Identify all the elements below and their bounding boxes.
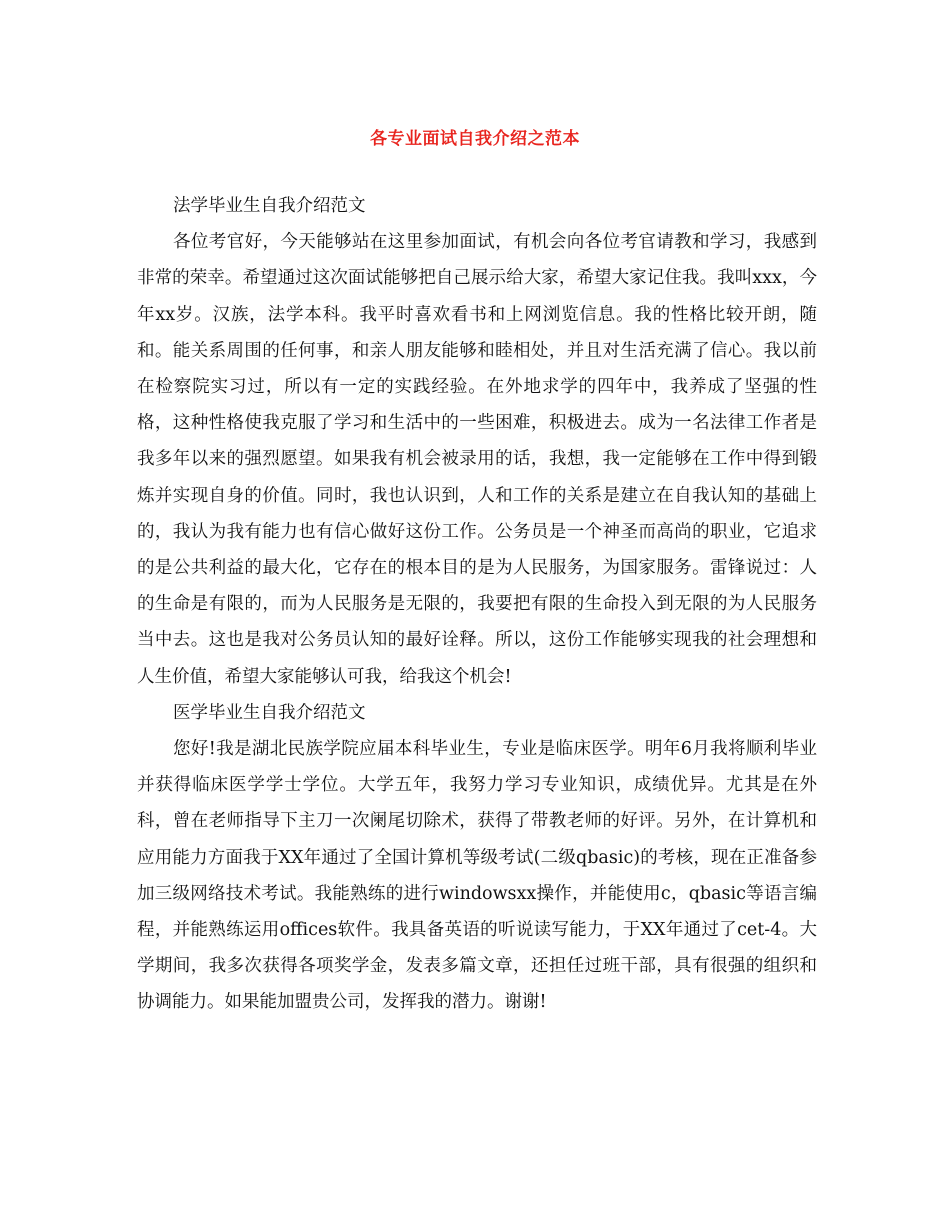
document-body (137, 188, 817, 1021)
document-title: 各专业面试自我介绍之范本 (370, 129, 580, 149)
section-paragraph-medicine: 您好!我是湖北民族学院应届本科毕业生，专业是临床医学。明年6月我将顺利毕业并获得临床医学学士学位。大学五年，我努力学习专业知识，成绩优异。尤其是在外科，曾在老师指导下主刀一次阑尾切除术，获得了带教老师的好评。另外，在计算机和应用能力方面我于XX年通过了全国计算机等级考试(二级qbasic)的考核，现在正准备参加三级网络技术考试。我能熟练的进行windowsxx操作，并能使用c，qbasic等语言编程，并能熟练运用offices软件。我具备英语的听说读写能力，于XX年通过了cet-4。大学期间，我多次获得各项奖学金，发表多篇文章，还担任过班干部，具有很强的组织和协调能力。如果能加盟贵公司，发挥我的潜力。谢谢! (137, 739, 817, 1013)
section-paragraph-law: 各位考官好，今天能够站在这里参加面试，有机会向各位考官请教和学习，我感到非常的荣幸。希望通过这次面试能够把自己展示给大家，希望大家记住我。我叫xxx，今年xx岁。汉族，法学本科。我平时喜欢看书和上网浏览信息。我的性格比较开朗，随和。能关系周围的任何事，和亲人朋友能够和睦相处，并且对生活充满了信心。我以前在检察院实习过，所以有一定的实践经验。在外地求学的四年中，我养成了坚强的性格，这种性格使我克服了学习和生活中的一些困难，积极进去。成为一名法律工作者是我多年以来的强烈愿望。如果我有机会被录用的话，我想，我一定能够在工作中得到锻炼并实现自身的价值。同时，我也认识到，人和工作的关系是建立在自我认知的基础上的，我认为我有能力也有信心做好这份工作。公务员是一个神圣而高尚的职业，它追求的是公共利益的最大化，它存在的根本目的是为人民服务，为国家服务。雷锋说过：人的生命是有限的，而为人民服务是无限的，我要把有限的生命投入到无限的为人民服务当中去。这也是我对公务员认知的最好诠释。所以，这份工作能够实现我的社会理想和人生价值，希望大家能够认可我，给我这个机会! (137, 232, 817, 687)
section-heading-law: 法学毕业生自我介绍范文 (173, 196, 366, 216)
section-heading-medicine: 医学毕业生自我介绍范文 (173, 702, 366, 723)
